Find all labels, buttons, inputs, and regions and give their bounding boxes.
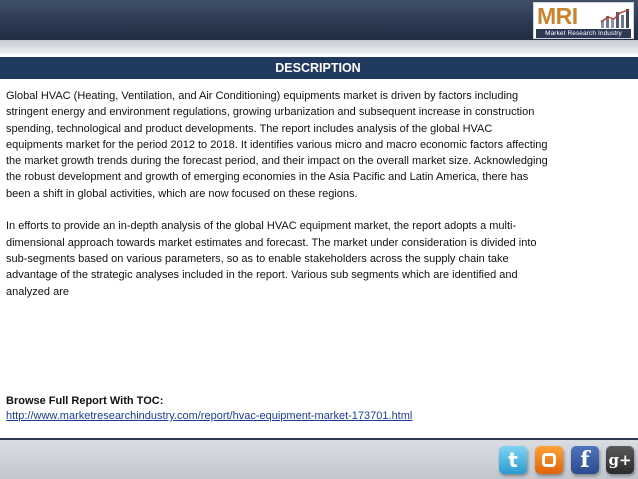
section-title: DESCRIPTION bbox=[275, 61, 361, 75]
section-title-bar bbox=[0, 57, 638, 79]
text-line: the robust development and growth of emerging economies in the Asia Pacific and Latin America, there has bbox=[6, 171, 529, 184]
text-line: spending, technological and product developments. The report includes analysis of the global HVAC bbox=[6, 122, 493, 135]
blogger-glyph bbox=[542, 453, 556, 467]
text-line: In efforts to provide an in-depth analysis of the global HVAC equipment market, the report adopts a multi- bbox=[6, 220, 517, 233]
twitter-icon[interactable] bbox=[499, 446, 527, 474]
google-plus-glyph: g+ bbox=[608, 451, 632, 469]
description-paragraph-2 bbox=[6, 218, 626, 299]
text-line: analyzed are bbox=[6, 285, 69, 298]
logo-bar-graph-icon bbox=[600, 8, 630, 28]
text-line: dimensional approach towards market estimates and forecast. The market under consideration is divided into bbox=[6, 236, 537, 249]
blogger-icon[interactable] bbox=[535, 446, 563, 474]
twitter-glyph: t bbox=[508, 448, 518, 472]
logo-mark-text: MRI bbox=[537, 3, 578, 29]
text-line: Global HVAC (Heating, Ventilation, and Air Conditioning) equipments market is driven by factors including bbox=[6, 90, 519, 102]
text-line: sub-segments based on various parameters, so as to enable stakeholders across the supply chain take bbox=[6, 252, 509, 265]
facebook-glyph: f bbox=[580, 447, 590, 473]
text-line: equipments market for the period 2012 to 2018. It identifies various micro and macro economic factors affecting bbox=[6, 138, 548, 151]
text-line: advantage of the strategic analyses included in the report. Various sub segments which are identified and bbox=[6, 269, 518, 282]
facebook-icon[interactable] bbox=[571, 446, 599, 474]
report-toc-link[interactable]: http://www.marketresearchindustry.com/report/hvac-equipment-market-173701.html bbox=[6, 410, 413, 422]
browse-report-label: Browse Full Report With TOC: bbox=[6, 395, 164, 407]
description-body bbox=[6, 88, 626, 316]
logo-tagline: Market Research Industry bbox=[536, 29, 631, 38]
text-line: been a shift in global activities, which are now focused on these regions. bbox=[6, 187, 358, 200]
header-shadow bbox=[0, 40, 638, 54]
text-line: stringent energy and environment regulations, growing urbanization and subsequent increase in construction bbox=[6, 106, 535, 119]
text-line: the market growth trends during the forecast period, and their impact on the overall market size. Acknowledging bbox=[6, 155, 548, 168]
mri-logo[interactable] bbox=[533, 2, 634, 39]
google-plus-icon[interactable] bbox=[606, 446, 634, 474]
description-paragraph-1 bbox=[6, 88, 626, 202]
